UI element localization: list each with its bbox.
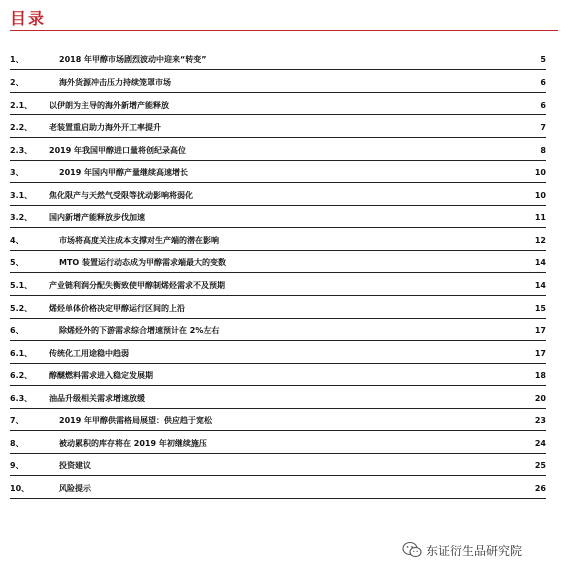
toc-entry-title: 烯烃单体价格决定甲醇运行区间的上沿 <box>49 304 185 313</box>
toc-entry-title: 2019 年我国甲醇进口量将创纪录高位 <box>49 146 187 155</box>
toc-entry-number: 3、 <box>10 168 24 177</box>
toc-entry-page: 12 <box>534 236 546 245</box>
toc-divider <box>10 160 546 161</box>
toc-entry-number: 6.1、 <box>10 349 33 358</box>
toc-entry-number: 5、 <box>10 258 24 267</box>
toc-divider <box>10 250 546 251</box>
toc-entry-title: 海外货源冲击压力持续笼罩市场 <box>59 78 171 87</box>
toc-entry[interactable] <box>10 414 546 428</box>
toc-heading: 目录 <box>10 9 47 28</box>
toc-divider <box>10 430 546 431</box>
toc-divider <box>10 227 546 228</box>
toc-entry[interactable] <box>10 189 546 203</box>
toc-divider <box>10 295 546 296</box>
toc-entry-title: 市场将高度关注成本支撑对生产端的潜在影响 <box>59 236 219 245</box>
toc-entry-number: 4、 <box>10 236 24 245</box>
toc-entry[interactable] <box>10 482 546 496</box>
toc-entry-number: 5.2、 <box>10 304 33 313</box>
toc-entry-number: 1、 <box>10 55 24 64</box>
toc-entry-number: 10、 <box>10 484 30 493</box>
toc-entry[interactable] <box>10 324 546 338</box>
toc-entry[interactable] <box>10 347 546 361</box>
toc-entry[interactable] <box>10 121 546 135</box>
wechat-icon <box>402 541 422 559</box>
toc-entry-page: 6 <box>540 78 546 87</box>
toc-entry-title: 传统化工用途稳中趋弱 <box>49 349 129 358</box>
toc-entry[interactable] <box>10 76 546 90</box>
watermark-text: 东证衍生品研究院 <box>426 543 523 558</box>
toc-entry-page: 8 <box>540 146 546 155</box>
toc-divider <box>10 453 546 454</box>
toc-entry-title: 以伊朗为主导的海外新增产能释放 <box>49 101 169 110</box>
toc-divider <box>10 205 546 206</box>
toc-entry-page: 15 <box>534 304 546 313</box>
toc-divider <box>10 69 546 70</box>
toc-divider <box>10 137 546 138</box>
toc-entry[interactable] <box>10 459 546 473</box>
toc-entry[interactable] <box>10 99 546 113</box>
toc-entry-title: MTO 装置运行动态成为甲醇需求端最大的变数 <box>59 258 227 267</box>
toc-entry-title: 2019 年国内甲醇产量继续高速增长 <box>59 168 189 177</box>
toc-divider <box>10 272 546 273</box>
toc-divider <box>10 340 546 341</box>
toc-entry-title: 醇醚燃料需求进入稳定发展期 <box>49 371 153 380</box>
toc-entry-page: 6 <box>540 101 546 110</box>
toc-entry-number: 2、 <box>10 78 24 87</box>
toc-entry-number: 6、 <box>10 326 24 335</box>
toc-divider <box>10 114 546 115</box>
toc-entry[interactable] <box>10 53 546 67</box>
toc-entry-title: 除烯烃外的下游需求综合增速预计在 2%左右 <box>59 326 220 335</box>
toc-entry-number: 6.2、 <box>10 371 33 380</box>
toc-entry-page: 26 <box>534 484 546 493</box>
toc-entry-title: 被动累积的库存将在 2019 年初继续施压 <box>59 439 207 448</box>
toc-entry-title: 风险提示 <box>59 484 91 493</box>
toc-divider <box>10 475 546 476</box>
toc-entry-page: 18 <box>534 371 546 380</box>
toc-entry[interactable] <box>10 369 546 383</box>
toc-entry-title: 2019 年甲醇供需格局展望：供应趋于宽松 <box>59 416 213 425</box>
toc-entry-number: 5.1、 <box>10 281 33 290</box>
toc-entry-page: 11 <box>534 213 546 222</box>
toc-entry[interactable] <box>10 144 546 158</box>
toc-entry-page: 7 <box>540 123 546 132</box>
toc-entry[interactable] <box>10 302 546 316</box>
toc-entry[interactable] <box>10 234 546 248</box>
toc-entry-page: 17 <box>534 326 546 335</box>
toc-entry[interactable] <box>10 256 546 270</box>
toc-entry-page: 5 <box>540 55 546 64</box>
toc-entry-number: 3.2、 <box>10 213 33 222</box>
toc-entry-page: 10 <box>534 191 546 200</box>
toc-entry-number: 2.2、 <box>10 123 33 132</box>
toc-entry-page: 14 <box>534 281 546 290</box>
toc-entry-page: 25 <box>534 461 546 470</box>
toc-entry-number: 6.3、 <box>10 394 33 403</box>
toc-divider <box>10 498 546 499</box>
toc-entry-number: 2.3、 <box>10 146 33 155</box>
toc-entry[interactable] <box>10 392 546 406</box>
toc-entry-page: 17 <box>534 349 546 358</box>
toc-entry-title: 产业链利润分配失衡致使甲醇制烯烃需求不及预期 <box>49 281 225 290</box>
toc-entry-title: 油品升级相关需求增速放缓 <box>49 394 145 403</box>
toc-entry-number: 8、 <box>10 439 24 448</box>
toc-entry-title: 国内新增产能释放步伐加速 <box>49 213 145 222</box>
toc-entry-number: 9、 <box>10 461 24 470</box>
toc-entry-page: 23 <box>534 416 546 425</box>
toc-entry-page: 24 <box>534 439 546 448</box>
toc-entry-title: 投资建议 <box>59 461 91 470</box>
toc-entry-title: 2018 年甲醇市场剧烈波动中迎来“转变” <box>59 55 207 64</box>
toc-entry-title: 老装置重启助力海外开工率提升 <box>49 123 161 132</box>
toc-entry[interactable] <box>10 437 546 451</box>
toc-entry-title: 焦化限产与天然气受限等扰动影响将弱化 <box>49 191 193 200</box>
toc-entry[interactable] <box>10 166 546 180</box>
toc-entry[interactable] <box>10 279 546 293</box>
toc-divider <box>10 408 546 409</box>
toc-entry-page: 20 <box>534 394 546 403</box>
watermark <box>402 541 522 559</box>
toc-entry-page: 10 <box>534 168 546 177</box>
toc-divider <box>10 385 546 386</box>
toc-entry[interactable] <box>10 211 546 225</box>
toc-divider <box>10 363 546 364</box>
toc-divider <box>10 318 546 319</box>
toc-divider <box>10 182 546 183</box>
toc-divider <box>10 92 546 93</box>
toc-entry-page: 14 <box>534 258 546 267</box>
toc-entry-number: 3.1、 <box>10 191 33 200</box>
toc-entry-number: 2.1、 <box>10 101 33 110</box>
toc-entry-number: 7、 <box>10 416 24 425</box>
